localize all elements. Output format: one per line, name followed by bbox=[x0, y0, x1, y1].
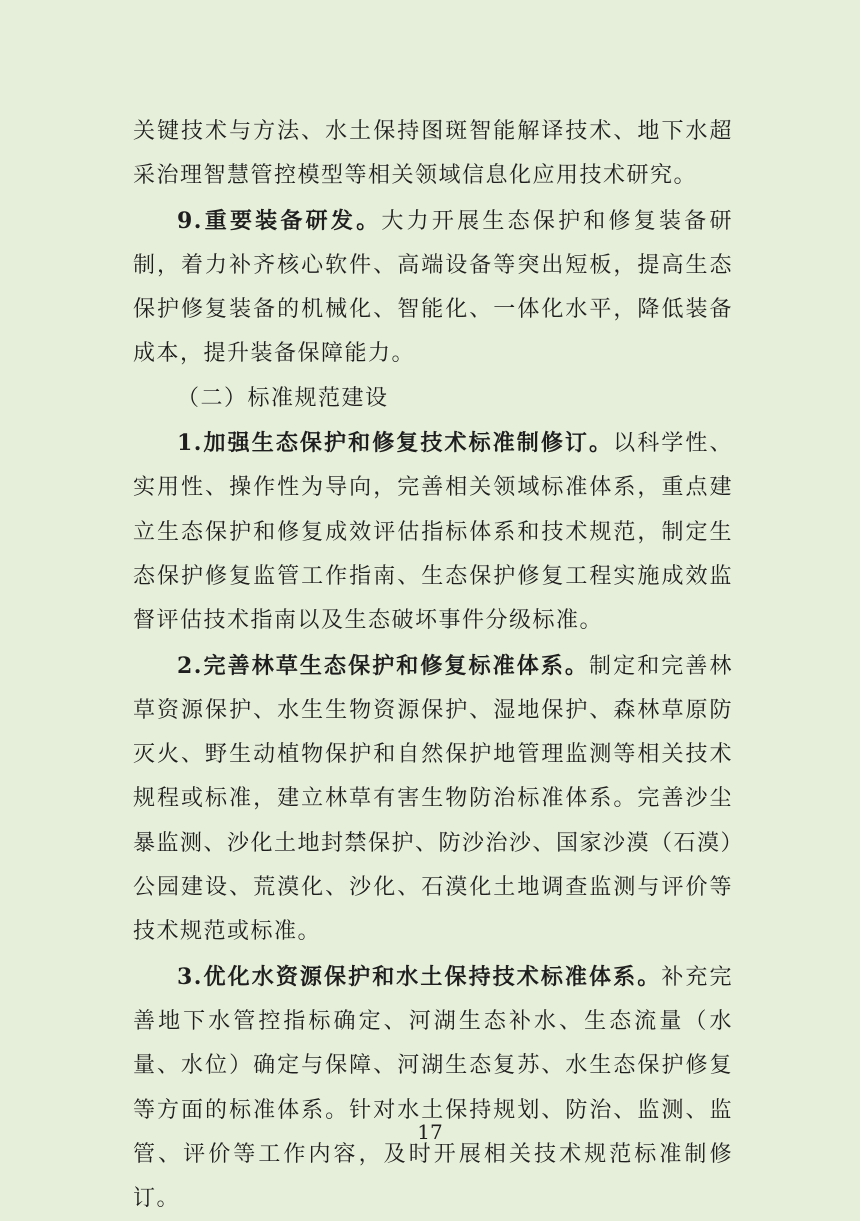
paragraph-text: 补充完善地下水管控指标确定、河湖生态补水、生态流量（水量、水位）确定与保障、河湖生态复苏、水生态保护修复等方面的标准体系。针对水土保持规划、防治、监测、监管、评价等工作内容，及时开展相关技术规范标准制修订。 bbox=[133, 964, 733, 1212]
paragraph-lead: 2.完善林草生态保护和修复标准体系。 bbox=[177, 652, 590, 679]
section-heading bbox=[133, 377, 733, 421]
document-body bbox=[133, 110, 733, 1221]
paragraph-continuation bbox=[133, 110, 733, 199]
paragraph-equipment-research bbox=[133, 199, 733, 377]
paragraph-lead: 1.加强生态保护和修复技术标准制修订。 bbox=[177, 430, 614, 457]
paragraph-lead: 3.优化水资源保护和水土保持技术标准体系。 bbox=[177, 963, 662, 990]
paragraph-forest-grass-standards bbox=[133, 644, 733, 955]
paragraph-text: 以科学性、实用性、操作性为导向，完善相关领域标准体系，重点建立生态保护和修复成效评估指标体系和技术规范，制定生态保护修复监管工作指南、生态保护修复工程实施成效监督评估技术指南以及生态破坏事件分级标准。 bbox=[133, 431, 733, 634]
paragraph-text: 制定和完善林草资源保护、水生生物资源保护、湿地保护、森林草原防灭火、野生动植物保护和自然保护地管理监测等相关技术规程或标准，建立林草有害生物防治标准体系。完善沙尘暴监测、沙化土地封禁保护、防沙治沙、国家沙漠（石漠）公园建设、荒漠化、沙化、石漠化土地调查监测与评价等技术规范或标准。 bbox=[133, 653, 734, 945]
page-number: 17 bbox=[417, 1120, 443, 1144]
section-heading-text: （二）标准规范建设 bbox=[177, 385, 389, 411]
paragraph-lead: 9.重要装备研发。 bbox=[177, 207, 382, 234]
paragraph-water-standards bbox=[133, 955, 733, 1221]
paragraph-text: 关键技术与方法、水土保持图斑智能解译技术、地下水超采治理智慧管控模型等相关领域信息化应用技术研究。 bbox=[133, 119, 733, 189]
paragraph-technical-standards bbox=[133, 421, 733, 643]
paragraph-text: 大力开展生态保护和修复装备研制，着力补齐核心软件、高端设备等突出短板，提高生态保护修复装备的机械化、智能化、一体化水平，降低装备成本，提升装备保障能力。 bbox=[133, 208, 733, 367]
